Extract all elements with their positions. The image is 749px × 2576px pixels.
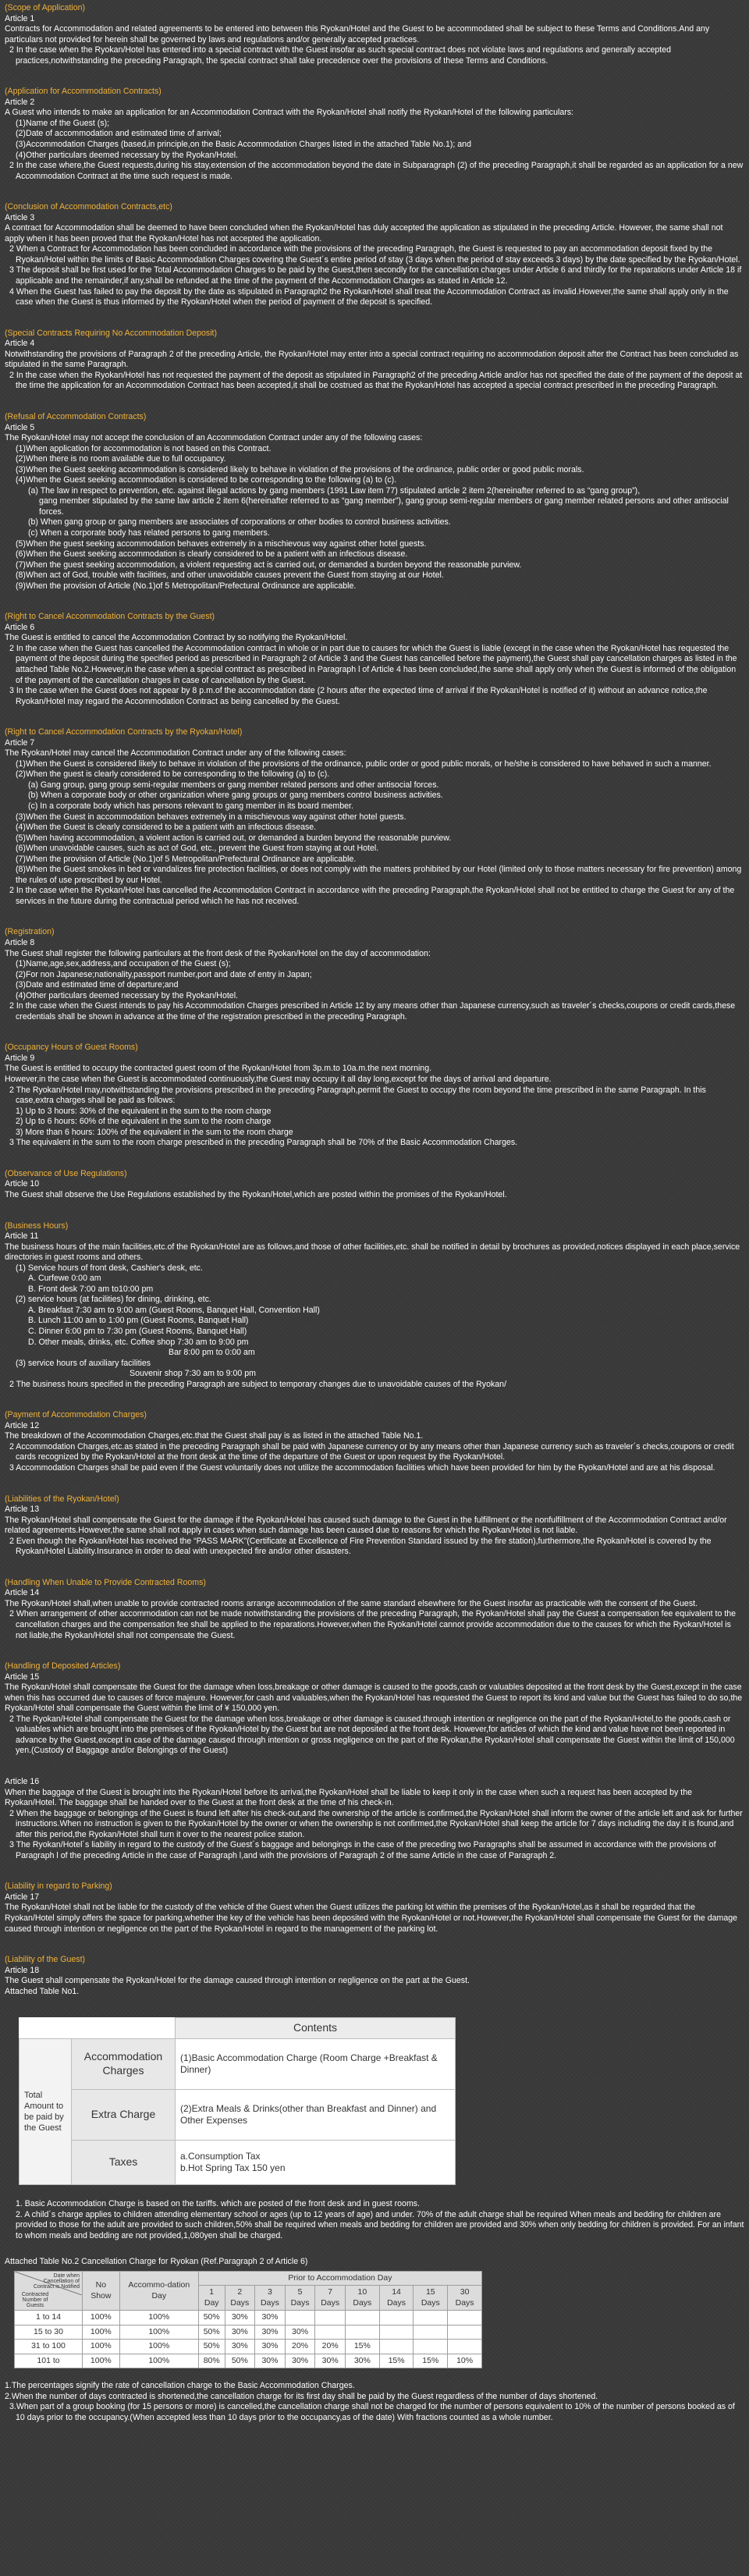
section-title: (Liability of the Guest)	[5, 1955, 86, 1965]
section	[5, 202, 744, 307]
table-2-cell: 10%	[448, 2354, 482, 2368]
section	[5, 1777, 744, 1861]
table-2-cell: 100%	[83, 2325, 120, 2339]
clause-text: The Guest shall register the following particulars at the front desk of the Ryokan/Hotel on the day of accommodation:	[5, 948, 431, 958]
table-2-cell	[345, 2325, 379, 2339]
section	[5, 1410, 744, 1473]
clause-text: 1) Up to 3 hours: 30% of the equivalent in the sum to the room charge	[16, 1106, 272, 1116]
section	[5, 1955, 744, 1997]
clause-text: The Ryokan/Hotel may cancel the Accommodation Contract under any of the following cases:	[5, 748, 346, 759]
clause-text: (c) In a corporate body which has persons relevant to gang member in its board member.	[28, 801, 353, 811]
table-1-row	[20, 2039, 456, 2090]
table-2-cell: 80%	[198, 2354, 225, 2368]
clause-text: (8)When the Guest smokes in bed or vandalizes fire protection facilities, or does not comply with the matters prohibited by our Hotel (limited only to those matters necessary for fire prevention) among the rules of use prescribed by our Hotel.	[16, 865, 742, 885]
section	[5, 1881, 744, 1935]
clause-text: 2 The Ryokan/Hotel shall compensate the Guest for the damage when loss,breakage or other damage is caused,through intention or negligence on the part of the Ryokan/Hotel,to the goods,cash or valuables which are brought into the premises of the Ryokan/Hotel by the Guest but are not deposited at the front desk. However,for articles of which the kind and value have not been reported in advance by the Guest,except in case of the damage caused through intention or gross negligence on the part of the Ryokan,the Ryokan/Hotel shall compensate the Guest within the limit of 150,000 yen.(Custody of Baggage and/or Belongings of the Guest)	[9, 1714, 735, 1756]
footnote: 2.When the number of days contracted is shortened,the cancellation charge for its first day shall be paid by the Guest regardless of the number of days shortened.	[5, 2391, 598, 2401]
section	[5, 1221, 744, 1391]
table-2-cell: 30%	[225, 2325, 255, 2339]
table-1-item	[176, 2141, 456, 2185]
table-2-cell: 50%	[198, 2325, 225, 2339]
clause-text: 2 In the case when the Guest has cancelled the Accommodation contract in whole or in part due to causes for which the Guest is liable (except in the case when the Ryokan/Hotel has requested the payment of the deposit during the specified period as prescribed in Paragraph 2 of Article 3 and the Guest has cancelled before the payment),the Guest shall pay cancellation charges as listed in the attached Table No.2.However,in the case when a special contract as prescribed in Paragraph l of Article 4 has been concluded,the same shall apply only when the Guest is informed of the obligation of the payment of the cancellation charges in case of cancellation by the Guest.	[9, 643, 737, 685]
table-2-row-label: 101 to	[15, 2354, 83, 2368]
section-title: (Business Hours)	[5, 1220, 69, 1231]
section	[5, 927, 744, 1022]
clause-text: 2 When arrangement of other accommodation can not be made notwithstanding the provisions of the preceding Paragraph, the Ryokan/Hotel shall pay the Guest a compensation fee equivalent to the cancellation charges and the compensation fee shall be applied to the reparations.However,when the Ryokan/Hotel cannot provide accommodation due to the causes for which the Ryokan/Hotel is not liable,the Ryokan/Hotel shall not compensate the Guest.	[9, 1609, 737, 1640]
table-2-cell: 15%	[414, 2354, 448, 2368]
clause-text: A. Curfewe 0:00 am	[28, 1274, 101, 1284]
table-2-cell	[448, 2325, 482, 2339]
clause-text: (b) When gang group or gang members are associates of corporations or other bodies to control business activities.	[28, 517, 451, 528]
table-2-col-no-show: No Show	[83, 2271, 120, 2310]
clause-text: (4)When the Guest seeking accommodation is considered to be corresponding to the following (a) to (c).	[16, 475, 397, 485]
attached-table-1	[19, 2017, 744, 2185]
section	[5, 1043, 744, 1148]
clause-text: (4)When the Guest is clearly considered to be a patient with an infectious disease.	[16, 823, 317, 833]
table-1-corner	[20, 2018, 72, 2039]
table-2-col-accommodation-day: Accommo-dation Day	[119, 2271, 198, 2310]
table-1-row	[20, 2090, 456, 2141]
section	[5, 727, 744, 907]
table-2-cell	[414, 2340, 448, 2354]
clause-text: (7)When the guest seeking accommodation, a violent requesting act is carried out, or demanded a burden beyond the reasonable purview.	[16, 560, 522, 570]
table-2-cell: 20%	[285, 2340, 315, 2354]
table-2-cell	[315, 2311, 346, 2325]
clause-text: (9)When the provision of Article (No.1)of 5 Metropolitan/Prefectural Ordinance are applicable.	[16, 581, 357, 591]
section	[5, 87, 744, 182]
table-2-day-col: 30 Days	[448, 2286, 482, 2311]
clause-text: 3 The equivalent in the sum to the room charge prescribed in the preceding Paragraph shall be 70% of the Basic Accommodation Charges.	[9, 1138, 518, 1148]
clause-text: However,in the case when the Guest is accommodated continuously,the Guest may occupy it all day long,except for the days of arrival and departure.	[5, 1075, 552, 1085]
table-2-cell: 30%	[285, 2325, 315, 2339]
table-2-cell	[448, 2311, 482, 2325]
clause-text: 2 Accommodation Charges,etc.as stated in the preceding Paragraph shall be paid with Japanese currency or by any means other than Japanese currency such as traveler´s checks,coupons or credit cards recognized by the Ryokan/Hotel at the front desk at the time of the departure of the Guest or upon request by the Ryokan/Hotel.	[9, 1441, 734, 1462]
clause-text: (a) Gang group, gang group semi-regular members or gang member related persons and other antisocial forces.	[28, 780, 439, 790]
table-1-item-line: a.Consumption Tax	[180, 2150, 261, 2162]
clause-text: 2 In the case when the Ryokan/Hotel has not requested the payment of the deposit as stipulated in Paragraph2 of the preceding Article and/or has not specified the date of the payment of the deposit at the time the application for an Accommodation Contract has been accepted,it shall be costrued as that the Ryokan/Hotel has accepted a special contract prescribed in the preceding Paragraph.	[9, 370, 743, 391]
table-2-cell: 50%	[198, 2340, 225, 2354]
article-number: Article 4	[5, 339, 35, 349]
article-number: Article 15	[5, 1672, 40, 1682]
clause-text: 2 In the case when the Ryokan/Hotel has entered into a special contract with the Guest insofar as such special contract does not violate laws and regulations and generally accepted practices,notwithstanding the preceding Paragraph, the special contract shall take precedence over the provisions of these Terms and Conditions.	[9, 45, 672, 66]
table-2-cell: 100%	[83, 2340, 120, 2354]
table-2-day-col: 5 Days	[285, 2286, 315, 2311]
clause-text: gang member stipulated by the same law article 2 item 6(hereinafter referred to as “gang member”), gang group semi-regular members or gang member related persons and other antisocial forces.	[39, 496, 729, 517]
table-1-item-line: b.Hot Spring Tax 150 yen	[180, 2162, 286, 2174]
table-1-row	[20, 2141, 456, 2185]
table-2-diagonal-header	[15, 2271, 83, 2310]
table-2-header-row	[15, 2271, 482, 2285]
section-title: (Right to Cancel Accommodation Contracts by the Ryokan/Hotel)	[5, 727, 243, 737]
table-2-day-col: 1 Day	[198, 2286, 225, 2311]
section-title: (Conclusion of Accommodation Contracts,etc)	[5, 202, 172, 212]
table-2-diag-bottom-label: Contracted Number of Guests	[21, 2292, 49, 2309]
clause-text: 3 Accommodation Charges shall be paid even if the Guest voluntarily does not utilize the accommodation facilities which have been provided for him by the Ryokan/Hotel and are at his disposal.	[9, 1462, 715, 1473]
section	[5, 1169, 744, 1201]
clause-text: 2 When the baggage or belongings of the Guest is found left after his check-out,and the ownership of the article is confirmed,the Ryokan/Hotel shall inform the owner of the article left and ask for further instructions.When no instruction is given to the Ryokan/Hotel by the owner or when the ownership is not confirmed,the Ryokan/Hotel shall keep the article for 7 days including the day it is found,and after this period,the Ryokan/Hotel shall turn it over to the nearest police station.	[9, 1808, 743, 1839]
table-2-cell	[315, 2325, 346, 2339]
section-title: (Payment of Accommodation Charges)	[5, 1410, 147, 1420]
footnote: 1.The percentages signify the rate of cancellation charge to the Basic Accommodation Charges.	[5, 2381, 355, 2391]
section	[5, 612, 744, 707]
table-2-diag-top-label: Date when Cancellation of Contract is Notified	[33, 2272, 80, 2290]
section-title: (Application for Accommodation Contracts)	[5, 87, 162, 97]
table-1-item: (2)Extra Meals & Drinks(other than Breakfast and Dinner) and Other Expenses	[176, 2090, 456, 2141]
clause-text: 2 Even though the Ryokan/Hotel has received the “PASS MARK”(Certificate at Excellence of Fire Prevention Standard issued by the fire station),furthermore,the Ryokan/Hotel is covered by the Ryokan/Hotel Liability.Insurance in order to deal with unexpected fire and/or other disasters.	[9, 1536, 712, 1557]
clause-text: (4)Other particulars deemed necessary by the Ryokan/Hotel.	[16, 990, 238, 1000]
clause-text: The Guest is entitled to cancel the Accommodation Contract by so notifying the Ryokan/Hotel.	[5, 633, 348, 643]
clause-text: (2)When the guest is clearly considered to be corresponding to the following (a) to (c).	[16, 769, 330, 780]
clause-text: 3 The deposit shall be first used for the Total Accommodation Charges to be paid by the Guest,then secondly for the cancellation charges under Article 6 and thirdly for the reparations under Article 18 if applicable and the remainder,if any,shall be refunded at the time of the payment of the Accommodation Charges as stated in Article 12.	[9, 265, 742, 286]
section-title: (Handling When Unable to Provide Contracted Rooms)	[5, 1577, 206, 1587]
table-2-cell	[345, 2311, 379, 2325]
clause-text: (1)Name of the Guest (s);	[16, 118, 110, 128]
article-number: Article 8	[5, 938, 35, 948]
article-number: Article 3	[5, 212, 35, 222]
table-1-item: (1)Basic Accommodation Charge (Room Charge +Breakfast & Dinner)	[176, 2039, 456, 2090]
table-2-row-label: 31 to 100	[15, 2340, 83, 2354]
table-2-cell	[379, 2325, 414, 2339]
clause-text: (1)When the Guest is considered likely to behave in violation of the provisions of the ordinance, public order or good public morals, or he/she is considered to have behaved in such a manner.	[16, 759, 712, 769]
table-2-cell: 15%	[379, 2354, 414, 2368]
table-2-day-col: 14 Days	[379, 2286, 414, 2311]
table-2-cell: 30%	[255, 2354, 286, 2368]
clause-text: The Ryokan/Hotel shall,when unable to provide contracted rooms arrange accommodation of the same standard elsewhere for the Guest insofar as practicable with the consent of the Guest.	[5, 1598, 698, 1608]
articles-container	[5, 3, 744, 1997]
table-2-row-label: 1 to 14	[15, 2311, 83, 2325]
clause-text: (2)When there is no room available due to full occupancy.	[16, 454, 226, 464]
clause-text: The Guest shall compensate the Ryokan/Hotel for the damage caused through intention or negligence on the part at the Guest.	[5, 1976, 470, 1986]
clause-text: (1) Service hours of front desk, Cashier's desk, etc.	[16, 1263, 203, 1273]
article-number: Article 9	[5, 1053, 35, 1063]
clause-text: When the baggage of the Guest is brought into the Ryokan/Hotel before its arrival,the Ryokan/Hotel shall be liable to keep it only in the case when such a request has been accepted by the Ryokan/Hotel. The baggage shall be handed over to the Guest at the front desk at the time of his check-in.	[5, 1787, 692, 1808]
section	[5, 329, 744, 392]
clause-text: Bar 8:00 pm to 0:00 am	[169, 1348, 255, 1358]
table-2-cell: 100%	[83, 2311, 120, 2325]
table-1-side-label: Total Amount to be paid by the Guest	[20, 2039, 72, 2185]
table-2-cell	[379, 2340, 414, 2354]
clause-text: (c) When a corporate body has related persons to gang members.	[28, 528, 270, 538]
clause-text: 2 When a Contract for Accommodation has been concluded in accordance with the provisions of the preceding Paragraph, the Guest is requested to pay an accommodation deposit fixed by the Ryokan/Hotel within the limits of Basic Accommodation Charges covering the Guest´s entire period of stay (3 days when the period of stay exceeds 3 days) by the date specified by the Ryokan/Hotel.	[9, 244, 740, 265]
clause-text: A contract for Accommodation shall be deemed to have been concluded when the Ryokan/Hotel has duly accepted the application as stipulated in the preceding Article. However, the same shall not apply when it has been proved that the Ryokan/Hotel has not accepted the application.	[5, 223, 723, 243]
table-2-day-col: 7 Days	[315, 2286, 346, 2311]
table-2-day-col: 2 Days	[225, 2286, 255, 2311]
table-2-cell	[414, 2325, 448, 2339]
clause-text: (1)When application for accommodation is not based on this Contract.	[16, 443, 272, 453]
clause-text: C. Dinner 6:00 pm to 7:30 pm (Guest Rooms, Banquet Hall)	[28, 1326, 247, 1336]
table-2	[14, 2271, 482, 2368]
table-1-category: Taxes	[72, 2141, 176, 2185]
table-1-notes	[5, 2199, 744, 2241]
table-1-corner-2	[72, 2018, 176, 2039]
clause-text: 2 In the case where,the Guest requests,during his stay,extension of the accommodation beyond the date in Subparagraph (2) of the preceding Paragraph,it shall be regarded as an application for a new Accommodation Contract at the time such request is made.	[9, 161, 744, 181]
clause-text: Souvenir shop 7:30 am to 9:00 pm	[130, 1369, 256, 1379]
article-number: Article 2	[5, 97, 35, 107]
table-2-cell: 100%	[119, 2325, 198, 2339]
section-title: (Special Contracts Requiring No Accommodation Deposit)	[5, 328, 218, 338]
table-2-row-label: 15 to 30	[15, 2325, 83, 2339]
article-number: Article 1	[5, 13, 35, 23]
table-2-cell	[379, 2311, 414, 2325]
table-2-cell	[414, 2311, 448, 2325]
clause-text: The Guest is entitled to occupy the contracted guest room of the Ryokan/Hotel from 3p.m.to 10a.m.the next morning.	[5, 1064, 432, 1074]
table-2-cell: 30%	[255, 2340, 286, 2354]
table-2-caption: Attached Table No.2 Cancellation Charge for Ryokan (Ref.Paragraph 2 of Article 6)	[5, 2257, 308, 2267]
clause-text: B. Lunch 11:00 am to 1:00 pm (Guest Rooms, Banquet Hall)	[28, 1316, 249, 1326]
table-2-cell: 100%	[83, 2354, 120, 2368]
clause-text: (4)Other particulars deemed necessary by the Ryokan/Hotel.	[16, 150, 238, 160]
table-row	[15, 2354, 482, 2368]
clause-text: (3) service hours of auxiliary facilities	[16, 1358, 151, 1368]
clause-text: (5)When having accommodation, a violent action is carried out, or demanded a burden beyond the reasonable purview.	[16, 833, 452, 843]
clause-text: The Ryokan/Hotel shall compensate the Guest for the damage if the Ryokan/Hotel has caused such damage to the Guest in the fulfillment or the nonfulfillment of the Accommodation Contract and/or related agreements.However,the same shall not apply in cases when such damage has been caused due to reasons for which the Ryokan/Hotel is not liable.	[5, 1515, 727, 1536]
section	[5, 1661, 744, 1757]
table-1	[19, 2017, 456, 2185]
article-number: Article 5	[5, 422, 35, 432]
clause-text: (2) service hours (at facilities) for dining, drinking, etc.	[16, 1295, 211, 1305]
clause-text: The Guest shall observe the Use Regulations established by the Ryokan/Hotel,which are posted within the promises of the Ryokan/Hotel.	[5, 1189, 507, 1199]
table-1-category: Extra Charge	[72, 2090, 176, 2141]
clause-text: The Ryokan/Hotel shall not be liable for the custody of the vehicle of the Guest when the Guest utilizes the parking lot within the premises of the Ryokan/Hotel,as it shall be regarded that the Ryokan/Hotel simply offers the space for parking,whether the key of the vehicle has been deposited with the Ryokan/Hotel or not.However,the Ryokan/Hotel shall compensate the Guest for the damage caused through intention or negligence on the part of the Ryokan/Hotel in regard to the management of the parking lot.	[5, 1903, 738, 1934]
clause-text: The business hours of the main facilities,etc.of the Ryokan/Hotel are as follows,and those of other facilities,etc. shall be notified in detail by brochures as provided,notices displayed in each place,service directories in guest rooms and others.	[5, 1242, 740, 1263]
table-row	[15, 2325, 482, 2339]
table-row	[15, 2311, 482, 2325]
table-2-cell	[285, 2311, 315, 2325]
clause-text: (5)When the guest seeking accommodation behaves extremely in a mischievous way against other hotel guests.	[16, 538, 427, 549]
article-number: Article 7	[5, 737, 35, 748]
table-2-cell: 30%	[285, 2354, 315, 2368]
clause-text: 3) More than 6 hours: 100% of the equivalent in the sum to the room charge	[16, 1127, 293, 1137]
clause-text: (2)For non Japanese;nationality,passport number,port and date of entry in Japan;	[16, 969, 312, 979]
clause-text: D. Other meals, drinks, etc. Coffee shop 7:30 am to 9:00 pm	[28, 1337, 249, 1347]
table-2-cell: 100%	[119, 2354, 198, 2368]
section	[5, 1494, 744, 1558]
clause-text: (8)When act of God, trouble with facilities, and other unavoidable causes prevent the Guest from staying at our Hotel.	[16, 570, 444, 581]
table-2-cell: 20%	[315, 2340, 346, 2354]
clause-text: (1)Name,age,sex,address,and occupation of the Guest (s);	[16, 959, 231, 969]
clause-text: 2 In the case when the Guest intends to pay his Accommodation Charges prescribed in Article 12 by any means other than Japanese currency,such as traveler´s checks,coupons or credit cards,these credentials shall be shown in advance at the time of the registration prescribed in the preceding Paragraph.	[9, 1001, 736, 1022]
article-number: Article 10	[5, 1179, 40, 1189]
table-2-cell: 30%	[225, 2340, 255, 2354]
article-number: Article 14	[5, 1588, 40, 1598]
table-row	[15, 2340, 482, 2354]
clause-text: Attached Table No1.	[5, 1986, 80, 1996]
clause-text: (7)When the provision of Article (No.1)of 5 Metropolitan/Prefectural Ordinance are applicable.	[16, 854, 357, 864]
section	[5, 3, 744, 66]
table-2-cell: 100%	[119, 2340, 198, 2354]
clause-text: (b) When a corporate body or other organization where gang groups or gang members control business activities.	[28, 791, 443, 801]
article-number: Article 12	[5, 1420, 40, 1430]
clause-text: (3)Accommodation Charges (based,in principle,on the Basic Accommodation Charges listed in the attached Table No.1); and	[16, 140, 471, 150]
section-title: (Handling of Deposited Articles)	[5, 1661, 121, 1672]
clause-text: The Ryokan/Hotel may not accept the conclusion of an Accommodation Contract under any of the following cases:	[5, 433, 423, 443]
table-2-day-col: 15 Days	[414, 2286, 448, 2311]
clause-text: 4 When the Guest has failed to pay the deposit by the date as stipulated in Paragraph2 the Ryokan/Hotel shall treat the Accommodation Contract as invalid.However,the same shall apply only in the case when the Guest is thus informed by the Ryokan/Hotel when the period of payment of the deposit is specified.	[9, 286, 729, 307]
section-title: (Scope of Application)	[5, 3, 86, 12]
article-number: Article 18	[5, 1965, 40, 1975]
section-title: (Registration)	[5, 927, 55, 937]
clause-text: (3)When the Guest in accommodation behaves extremely in a mischievous way against other hotel guests.	[16, 812, 406, 822]
table-2-cell: 100%	[119, 2311, 198, 2325]
cancellation-footnotes	[5, 2381, 744, 2423]
table-2-cell	[448, 2340, 482, 2354]
clause-text: B. Front desk 7:00 am to10:00 pm	[28, 1284, 154, 1294]
clause-text: (6)When the Guest seeking accommodation is clearly considered to be a patient with an infectious disease.	[16, 549, 408, 560]
table-2-cell: 30%	[255, 2325, 286, 2339]
clause-text: Notwithstanding the provisions of Paragraph 2 of the preceding Article, the Ryokan/Hotel may enter into a special contract requiring no accommodation deposit after the Contract has been concluded as stipulated in the same Paragraph.	[5, 349, 739, 370]
clause-text: (6)When unavoidable causes, such as act of God, etc., prevent the Guest from staying at out Hotel.	[16, 844, 379, 854]
section-title: (Liability in regard to Parking)	[5, 1881, 112, 1892]
clause-text: 2 The business hours specified in the preceding Paragraph are subject to temporary changes due to unavoidable causes of the Ryokan/	[9, 1379, 507, 1389]
table-2-cell: 30%	[225, 2311, 255, 2325]
table-1-note: 2. A child´s charge applies to children attending elementary school or ages (up to 12 years of age) and under. 70% of the adult charge shall be required When meals and bedding for children are provided to those for the adult are provided to such children,50% shall be required when meals and bedding for children are provided and 30% when only bedding for children is provided. For an infant to whom meals and bedding are not provided,1,080yen shall be charged.	[16, 2209, 744, 2240]
table-2-cell: 15%	[345, 2340, 379, 2354]
section-title: (Liabilities of the Ryokan/Hotel)	[5, 1494, 119, 1504]
clause-text: (2)Date of accommodation and estimated time of arrival;	[16, 129, 222, 139]
section-title: (Refusal of Accommodation Contracts)	[5, 411, 147, 421]
clause-text: (3)Date and estimated time of departure;and	[16, 980, 179, 990]
section-title: (Right to Cancel Accommodation Contracts by the Guest)	[5, 612, 215, 622]
footnote: 3.When part of a group booking (for 15 persons or more) is cancelled,the cancellation charge shall not be charged for the number of persons equivalent to 10% of the number of persons booked as of 10 days prior to the occupancy.(When accepted less than 10 days prior to the occupancy,as of the date) With fractions counted as a whole number.	[9, 2402, 735, 2422]
table-2-cell: 50%	[198, 2311, 225, 2325]
clause-text: The breakdown of the Accommodation Charges,etc.that the Guest shall pay is as listed in the attached Table No.1.	[5, 1431, 424, 1441]
table-1-category: Accommodation Charges	[72, 2039, 176, 2090]
clause-text: (a) The law in respect to prevention, etc. against illegal actions by gang members (1991 Law item 77) stipulated article 2 item 2(hereinafter referred to as “gang group”),	[28, 485, 641, 496]
clause-text: A. Breakfast 7:30 am to 9:00 am (Guest Rooms, Banquet Hall, Convention Hall)	[28, 1305, 320, 1315]
section	[5, 412, 744, 592]
table-2-cell: 30%	[255, 2311, 286, 2325]
table-2-cell: 30%	[345, 2354, 379, 2368]
clause-text: 3 The Ryokan/Hotel´s liability in regard to the custody of the Guest´s baggage and belongings in the case of the preceding two Paragraphs shall be assumed in accordance with the provisions of Paragraph l of the preceding Article in the case of Paragraph l,and with the provisions of Paragraph 2 of the same Article in the case of Paragraph 2.	[9, 1840, 716, 1860]
clause-text: (3)When the Guest seeking accommodation is considered likely to behave in violation of the provisions of the ordinance, public order or good public morals.	[16, 464, 584, 474]
table-2-cell: 50%	[225, 2354, 255, 2368]
article-number: Article 6	[5, 622, 35, 632]
article-number: Article 11	[5, 1231, 39, 1242]
section-title: (Occupancy Hours of Guest Rooms)	[5, 1043, 138, 1053]
clause-text: 2) Up to 6 hours: 60% of the equivalent in the sum to the room charge	[16, 1117, 272, 1127]
clause-text: The Ryokan/Hotel shall compensate the Guest for the damage when loss,breakage or other damage is caused to the goods,cash or valuables deposited at the front desk by the Guest,except in the case when this has occurred due to causes of force majeure. However,for cash and valuables,when the Ryokan/Hotel has requested the Guest to report its kind and value but the Guest has failed to do so,the Ryokan/Hotel shall compensate the Guest within the limit of ¥ 150,000 yen.	[5, 1682, 743, 1714]
clause-text: 3 In the case when the Guest does not appear by 8 p.m.of the accommodation date (2 hours after the expected time of arrival if the Ryokan/Hotel is notified of it) without an advance notice,the Ryokan/Hotel may regard the Accommodation Contract as being cancelled by the Guest.	[9, 686, 708, 706]
clause-text: A Guest who intends to make an application for an Accommodation Contract with the Ryokan/Hotel shall notify the Ryokan/Hotel of the following particulars:	[5, 108, 574, 118]
article-number: Article 13	[5, 1505, 40, 1515]
table-2-cell: 30%	[315, 2354, 346, 2368]
article-number: Article 17	[5, 1892, 40, 1902]
table-2-day-col: 10 Days	[345, 2286, 379, 2311]
section-title: (Observance of Use Regulations)	[5, 1168, 127, 1178]
clause-text: 2 The Ryokan/Hotel may,notwithstanding the provisions prescribed in the preceding Paragraph,permit the Guest to occupy the room beyond the time prescribed in the same Paragraph. In this case,extra charges shall be paid as follows:	[9, 1085, 706, 1106]
attached-table-2	[14, 2271, 744, 2368]
table-2-prior-header: Prior to Accommodation Day	[198, 2271, 481, 2285]
section	[5, 1578, 744, 1641]
clause-text: 2 In the case when the Ryokan/Hotel has cancelled the Accommodation Contract in accordance with the preceding Paragraph,the Ryokan/Hotel shall not be entitled to charge the Guest for any of the services in the future during the contractual period which he has not received.	[9, 886, 735, 906]
table-1-contents-header: Contents	[176, 2018, 456, 2039]
clause-text: Contracts for Accommodation and related agreements to be entered into between this Ryokan/Hotel and the Guest to be accommodated shall be subject to these Terms and Conditions.And any particulars not provided for herein shall be governed by laws and regulations and/or generally accepted practices.	[5, 24, 710, 44]
table-2-day-col: 3 Days	[255, 2286, 286, 2311]
article-number: Article 16	[5, 1777, 40, 1787]
table-1-header-row	[20, 2018, 456, 2039]
table-1-note: 1. Basic Accommodation Charge is based on the tariffs. which are posted of the front desk and in guest rooms.	[16, 2199, 421, 2209]
